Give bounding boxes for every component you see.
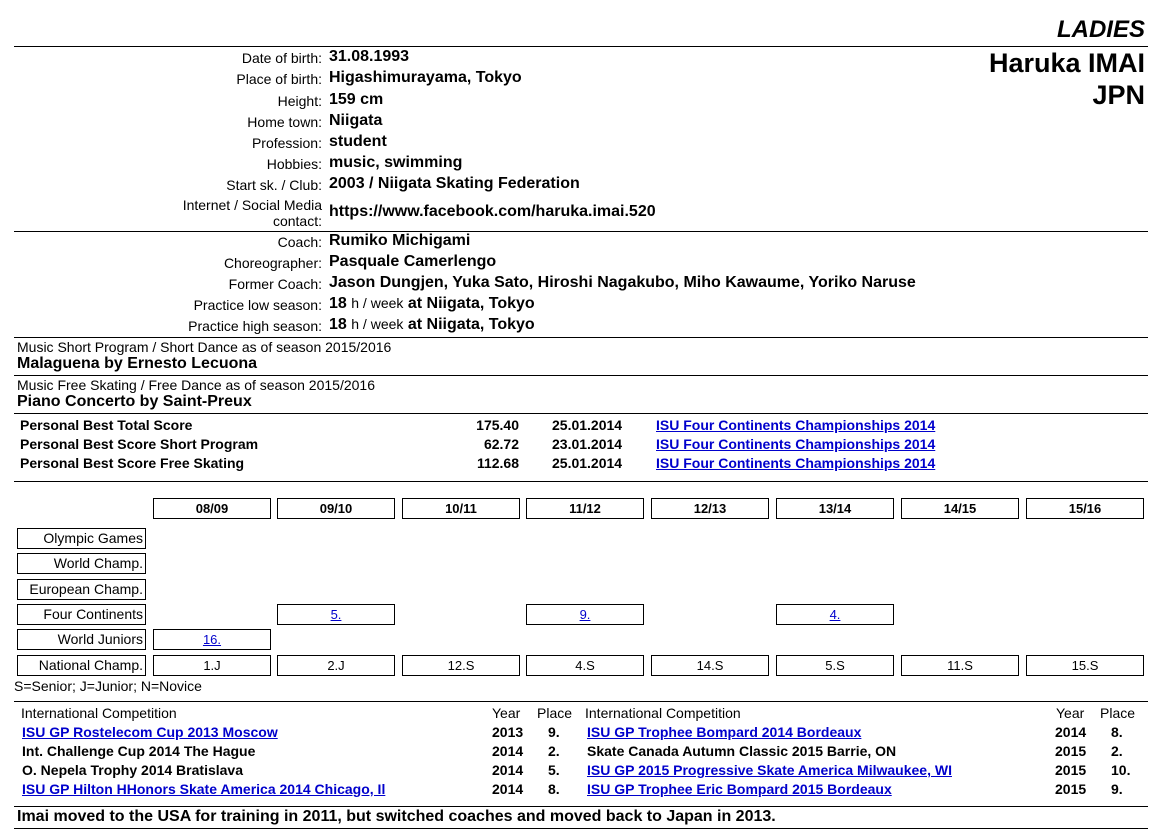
pb-label: Personal Best Score Free Skating xyxy=(20,455,245,471)
competition-place: 8. xyxy=(1111,724,1123,740)
skater-nation: JPN xyxy=(1092,80,1145,110)
result-cell: 2.J xyxy=(277,655,395,676)
competition-name: Int. Challenge Cup 2014 The Hague xyxy=(22,743,256,759)
bio-label: Height: xyxy=(277,93,322,109)
pb-score: 175.40 xyxy=(476,417,519,433)
divider xyxy=(14,231,1148,232)
bio-value: 2003 / Niigata Skating Federation xyxy=(329,175,580,192)
season-header: 14/15 xyxy=(901,498,1019,519)
intl-header-year: Year xyxy=(1056,705,1085,721)
intl-header-place: Place xyxy=(537,705,573,721)
pb-date: 23.01.2014 xyxy=(552,436,623,452)
music-free-caption: Music Free Skating / Free Dance as of season 2015/2016 xyxy=(17,377,375,393)
season-header: 08/09 xyxy=(153,498,271,519)
result-cell: 14.S xyxy=(651,655,769,676)
competition-link[interactable]: ISU GP Trophee Eric Bompard 2015 Bordeaux xyxy=(587,781,892,797)
competition-year: 2015 xyxy=(1055,743,1087,759)
competition-place: 9. xyxy=(1111,781,1123,797)
music-free-title: Piano Concerto by Saint-Preux xyxy=(17,393,252,410)
pb-event-link[interactable]: ISU Four Continents Championships 2014 xyxy=(656,417,936,433)
competition-year: 2013 xyxy=(492,724,524,740)
pb-label: Personal Best Total Score xyxy=(20,417,193,433)
competition-link[interactable]: ISU GP Trophee Bompard 2014 Bordeaux xyxy=(587,724,862,740)
competition-place: 2. xyxy=(1111,743,1123,759)
former-coach-label: Former Coach: xyxy=(228,276,322,292)
result-cell: 15.S xyxy=(1026,655,1144,676)
competition-link[interactable]: ISU GP Hilton HHonors Skate America 2014 Chicago, Il xyxy=(22,781,386,797)
competition-name: Skate Canada Autumn Classic 2015 Barrie, ON xyxy=(587,743,897,759)
pb-score: 62.72 xyxy=(483,436,519,452)
competition-year: 2014 xyxy=(492,781,524,797)
competition-place: 9. xyxy=(548,724,560,740)
results-row-label: Olympic Games xyxy=(17,528,146,549)
results-row-label: Four Continents xyxy=(17,604,146,625)
competition-link[interactable]: ISU GP 2015 Progressive Skate America Milwaukee, WI xyxy=(587,762,952,778)
results-legend: S=Senior; J=Junior; N=Novice xyxy=(14,678,202,694)
pb-score: 112.68 xyxy=(476,455,519,471)
divider xyxy=(14,481,1148,482)
season-header: 13/14 xyxy=(776,498,894,519)
bio-value: Higashimurayama, Tokyo xyxy=(329,69,522,86)
result-link[interactable]: 4. xyxy=(776,604,894,625)
divider xyxy=(14,46,1148,47)
season-header: 12/13 xyxy=(651,498,769,519)
result-link[interactable]: 5. xyxy=(277,604,395,625)
competition-year: 2014 xyxy=(492,762,524,778)
bio-label: Home town: xyxy=(247,114,322,130)
coach-label: Coach: xyxy=(277,234,322,250)
pb-label: Personal Best Score Short Program xyxy=(20,436,259,452)
coach-value: Rumiko Michigami xyxy=(329,232,471,249)
intl-header-competition: International Competition xyxy=(21,705,177,721)
practice-low-label: Practice low season: xyxy=(193,297,322,313)
competition-place: 5. xyxy=(548,762,560,778)
music-short-title: Malaguena by Ernesto Lecuona xyxy=(17,355,258,372)
bio-value: 31.08.1993 xyxy=(329,48,410,65)
bio-value: student xyxy=(329,133,387,150)
practice-low-value: 18 h / week at Niigata, Tokyo xyxy=(329,295,535,312)
practice-high-value: 18 h / week at Niigata, Tokyo xyxy=(329,316,535,333)
results-row-label: National Champ. xyxy=(17,655,146,676)
competition-year: 2015 xyxy=(1055,762,1087,778)
season-header: 15/16 xyxy=(1026,498,1144,519)
bio-label: Date of birth: xyxy=(241,50,322,66)
former-coach-value: Jason Dungjen, Yuka Sato, Hiroshi Nagakubo, Miho Kawaume, Yoriko Naruse xyxy=(329,274,916,291)
competition-name: O. Nepela Trophy 2014 Bratislava xyxy=(22,762,243,778)
competition-place: 2. xyxy=(548,743,560,759)
pb-event-link[interactable]: ISU Four Continents Championships 2014 xyxy=(656,436,936,452)
result-link[interactable]: 16. xyxy=(153,629,271,650)
bio-value: Niigata xyxy=(329,112,383,129)
category-title: LADIES xyxy=(1056,16,1145,43)
result-cell: 4.S xyxy=(526,655,644,676)
divider xyxy=(14,701,1148,702)
results-row-label: World Juniors xyxy=(17,629,146,650)
intl-header-year: Year xyxy=(492,705,521,721)
bio-label: Hobbies: xyxy=(266,156,322,172)
bio-label: Place of birth: xyxy=(236,71,322,87)
music-short-caption: Music Short Program / Short Dance as of season 2015/2016 xyxy=(17,339,392,355)
result-cell: 12.S xyxy=(402,655,520,676)
bio-label: Start sk. / Club: xyxy=(226,177,322,193)
result-cell: 11.S xyxy=(901,655,1019,676)
season-header: 09/10 xyxy=(277,498,395,519)
season-header: 10/11 xyxy=(402,498,520,519)
results-row-label: World Champ. xyxy=(17,553,146,574)
choreographer-label: Choreographer: xyxy=(223,255,322,271)
result-cell: 1.J xyxy=(153,655,271,676)
divider xyxy=(14,806,1148,807)
pb-date: 25.01.2014 xyxy=(552,455,623,471)
result-cell: 5.S xyxy=(776,655,894,676)
divider xyxy=(14,413,1148,414)
bio-label: Profession: xyxy=(251,135,322,151)
choreographer-value: Pasquale Camerlengo xyxy=(329,253,497,270)
competition-year: 2014 xyxy=(492,743,524,759)
practice-high-label: Practice high season: xyxy=(188,318,322,334)
result-link[interactable]: 9. xyxy=(526,604,644,625)
intl-header-place: Place xyxy=(1100,705,1136,721)
bio-value: 159 cm xyxy=(329,91,384,108)
competition-place: 8. xyxy=(548,781,560,797)
internet-value: https://www.facebook.com/haruka.imai.520 xyxy=(329,203,656,220)
footer-note: Imai moved to the USA for training in 2011, but switched coaches and moved back to Japan in 2013. xyxy=(17,808,776,825)
skater-name: Haruka IMAI xyxy=(988,48,1145,78)
internet-label: Internet / Social Media contact: xyxy=(182,197,322,229)
divider xyxy=(14,375,1148,376)
competition-link[interactable]: ISU GP Rostelecom Cup 2013 Moscow xyxy=(22,724,278,740)
divider xyxy=(14,337,1148,338)
season-header: 11/12 xyxy=(526,498,644,519)
competition-year: 2015 xyxy=(1055,781,1087,797)
divider xyxy=(14,828,1148,829)
pb-event-link[interactable]: ISU Four Continents Championships 2014 xyxy=(656,455,936,471)
results-row-label: European Champ. xyxy=(17,579,146,600)
pb-date: 25.01.2014 xyxy=(552,417,623,433)
intl-header-competition: International Competition xyxy=(585,705,741,721)
competition-year: 2014 xyxy=(1055,724,1087,740)
bio-value: music, swimming xyxy=(329,154,463,171)
competition-place: 10. xyxy=(1111,762,1131,778)
